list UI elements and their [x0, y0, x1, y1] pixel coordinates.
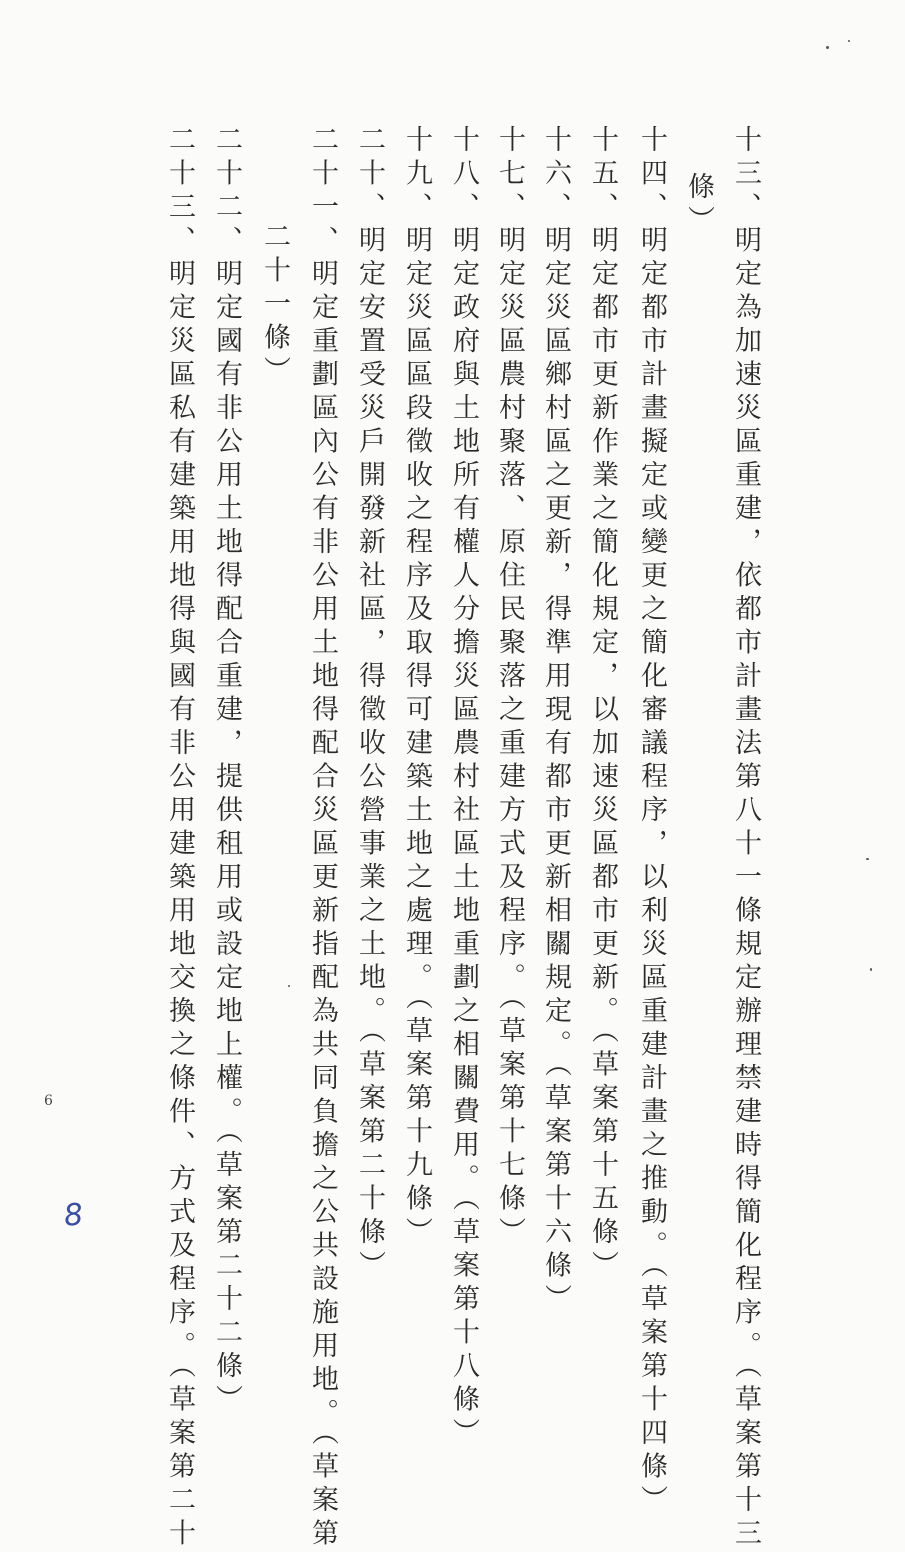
clause-13-continued: 條） [683, 172, 714, 239]
page-number: 6 [44, 1093, 53, 1109]
clause-16-text: 十六、明定災區鄉村區之更新，得準用現有都市更新相關規定。（草案第十六條） [540, 125, 571, 1318]
scan-speck [288, 985, 290, 987]
clause-19-text: 十九、明定災區區段徵收之程序及取得可建築土地之處理。（草案第十九條） [401, 125, 432, 1251]
clause-20-text: 二十、明定安置受災戶開發新社區，得徵收公營事業之土地。（草案第二十條） [354, 125, 385, 1284]
scan-speck [870, 968, 872, 971]
clause-23-text: 二十三、明定災區私有建築用地得與國有非公用建築用地交換之條件、方式及程序。（草案第二十 [164, 125, 195, 1552]
scan-speck [848, 40, 850, 42]
clause-15-text: 十五、明定都市更新作業之簡化規定，以加速災區都市更新。（草案第十五條） [587, 125, 618, 1284]
clause-18-text: 十八、明定政府與土地所有權人分擔災區農村社區土地重劃之相關費用。（草案第十八條） [448, 125, 479, 1452]
clause-14-text: 十四、明定都市計畫擬定或變更之簡化審議程序，以利災區重建計畫之推動。（草案第十四條） [636, 125, 667, 1519]
clause-13-text: 十三、明定為加速災區重建，依都市計畫法第八十一條規定辦理禁建時得簡化程序。（草案第十三 [730, 125, 761, 1552]
handwritten-page-mark: 8 [62, 1197, 85, 1234]
clause-21-text: 二十一、明定重劃區內公有非公用土地得配合災區更新指配為共同負擔之公共設施用地。（草案第 [307, 125, 338, 1552]
clause-17-text: 十七、明定災區農村聚落、原住民聚落之重建方式及程序。（草案第十七條） [494, 125, 525, 1251]
clause-22-text: 二十二、明定國有非公用土地得配合重建，提供租用或設定地上權。（草案第二十二條） [211, 125, 242, 1418]
clause-21-continued: 二十一條） [259, 222, 290, 390]
scan-speck [826, 46, 829, 49]
scan-speck [866, 858, 869, 860]
